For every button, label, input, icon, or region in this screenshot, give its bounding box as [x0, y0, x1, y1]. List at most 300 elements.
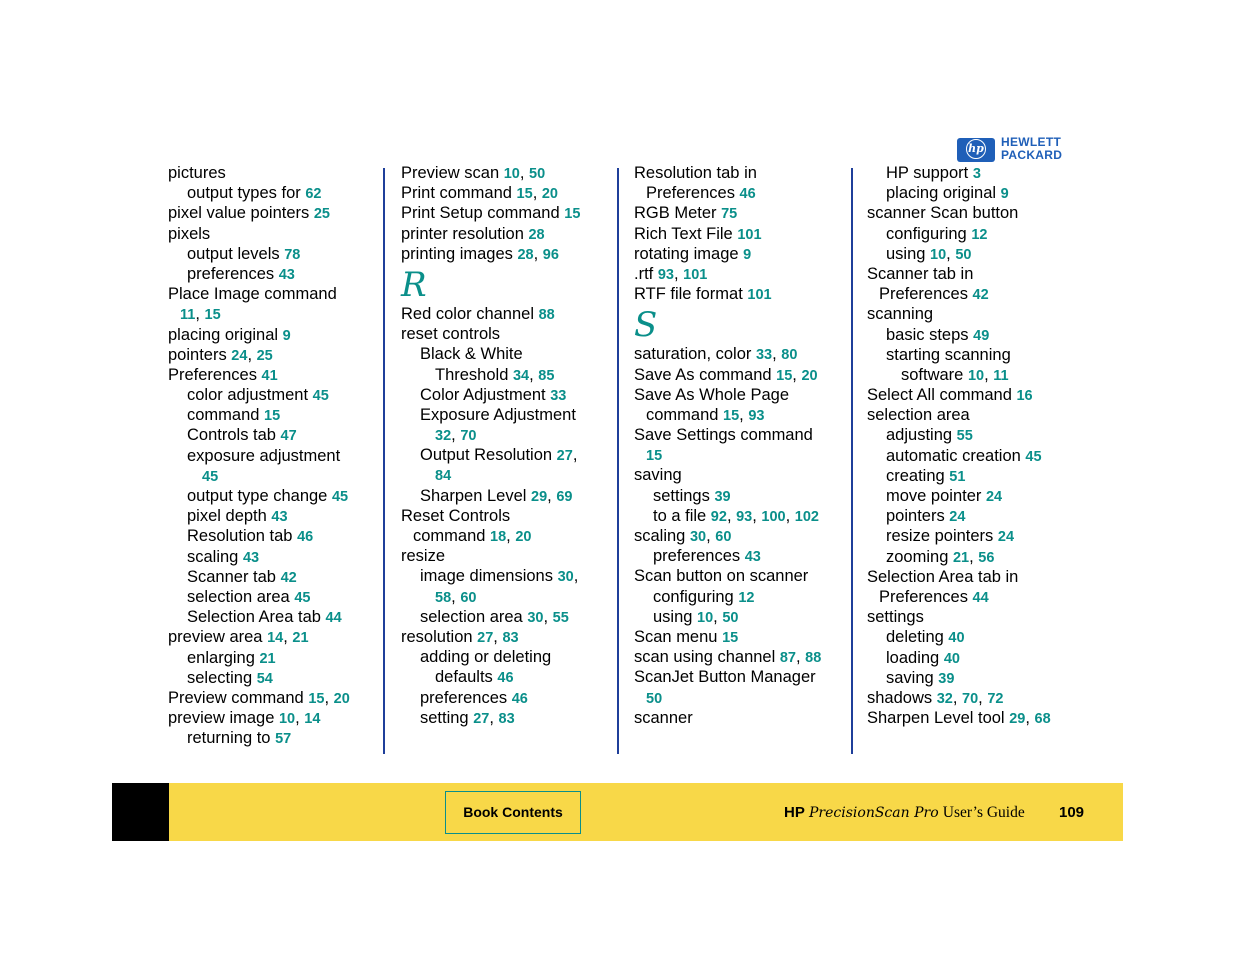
index-entry: printing images 28, 96: [401, 244, 559, 263]
page-link[interactable]: 15: [564, 206, 581, 223]
index-term: saving: [634, 466, 682, 485]
index-term: settings: [867, 608, 924, 627]
index-entry: [867, 506, 1051, 526]
page-link[interactable]: 44: [325, 610, 342, 627]
page-link[interactable]: 47: [280, 428, 297, 445]
index-entry: [867, 385, 1051, 405]
index-entry: [634, 465, 821, 485]
column-divider: [851, 168, 853, 754]
index-entry: [634, 688, 821, 708]
index-term: Output Resolution: [420, 446, 557, 465]
index-term: saturation, color: [634, 345, 756, 364]
index-term: command: [413, 527, 491, 545]
page-link[interactable]: 39: [714, 488, 731, 505]
index-entry: .rtf 93, 101: [634, 264, 708, 283]
page-link[interactable]: 20: [541, 186, 558, 203]
index-entry: [867, 446, 1051, 466]
section-letter: S: [634, 305, 658, 346]
index-entry: Print command 15, 20: [401, 184, 558, 203]
index-term: Save As command: [634, 365, 777, 384]
index-entry: [867, 264, 1051, 284]
page-link[interactable]: 27: [473, 710, 490, 727]
index-entry: [168, 203, 350, 223]
page-link[interactable]: 21: [292, 630, 309, 647]
book-contents-button[interactable]: Book Contents: [445, 791, 581, 834]
index-entry: [867, 284, 1051, 304]
index-term: rotating image: [634, 244, 744, 263]
page-link[interactable]: 39: [938, 670, 955, 687]
index-term: exposure adjustment: [187, 446, 341, 465]
page-link[interactable]: 101: [747, 287, 772, 304]
index-term: Black & White: [420, 345, 523, 364]
page-link[interactable]: 15: [308, 690, 325, 707]
page-link[interactable]: 46: [739, 186, 756, 203]
page-link[interactable]: 30: [689, 529, 707, 545]
page-link[interactable]: 15: [264, 408, 281, 425]
index-entry: [867, 304, 1051, 324]
index-term: RGB Meter: [634, 204, 722, 223]
index-term: output levels: [187, 244, 285, 263]
page-link[interactable]: 87: [779, 650, 796, 667]
index-entry: scaling 30, 60: [634, 527, 732, 545]
index-term: starting scanning: [886, 345, 1011, 364]
page-link[interactable]: 68: [1034, 711, 1051, 728]
index-term: Color Adjustment: [420, 385, 551, 404]
index-entry: [634, 163, 821, 183]
page-link[interactable]: 58: [435, 589, 452, 606]
page-link[interactable]: 80: [781, 347, 798, 364]
index-term: image dimensions: [420, 567, 558, 586]
page-link[interactable]: 20: [801, 367, 818, 384]
trailing-comma: ,: [573, 567, 579, 586]
index-term: selecting: [187, 668, 257, 687]
page-link[interactable]: 51: [949, 468, 966, 485]
index-entry: [168, 365, 350, 385]
footer-black-tab: [112, 783, 169, 841]
index-term: automatic creation: [886, 446, 1026, 465]
index-entry: [867, 405, 1051, 425]
index-term: Scanner tab in: [867, 264, 974, 283]
index-term: Red color channel: [401, 304, 539, 323]
page-link[interactable]: 29: [1009, 711, 1026, 728]
page-link[interactable]: 50: [646, 690, 663, 707]
page-link[interactable]: 29: [531, 488, 548, 505]
trailing-comma: ,: [572, 446, 578, 465]
page-link[interactable]: 62: [305, 186, 322, 203]
page-link[interactable]: 42: [280, 569, 297, 586]
index-term: ScanJet Button Manager: [634, 668, 816, 687]
index-term: Exposure Adjustment: [420, 405, 576, 424]
index-entry: 11, 15: [180, 305, 221, 324]
page-link[interactable]: 24: [231, 347, 248, 364]
index-entry: using 10, 50: [653, 607, 739, 626]
index-entry: [401, 445, 580, 465]
index-term: selection area: [867, 406, 970, 425]
page-link[interactable]: 72: [987, 690, 1004, 707]
index-term: scan using channel: [634, 648, 780, 667]
index-entry: pointers 24, 25: [168, 345, 273, 364]
hp-logo-text: [1001, 136, 1062, 162]
index-entry: [168, 728, 350, 748]
index-term: scaling: [187, 547, 243, 566]
index-term: scanner: [634, 708, 693, 727]
index-term: command: [646, 405, 724, 424]
page-link[interactable]: 15: [723, 407, 740, 424]
page-link[interactable]: 14: [304, 711, 321, 728]
page-link[interactable]: 15: [722, 629, 739, 646]
index-term: creating: [886, 466, 950, 485]
page-link[interactable]: 21: [952, 549, 970, 566]
page-link[interactable]: 32: [936, 690, 953, 707]
index-entry: [867, 607, 1051, 627]
index-entry: [634, 708, 821, 728]
index-entry: [168, 648, 350, 668]
page-link[interactable]: 46: [297, 529, 314, 546]
index-term: preferences: [653, 547, 745, 566]
page-link[interactable]: 27: [477, 629, 494, 646]
index-term: settings: [653, 486, 715, 505]
index-term: Preview scan: [401, 164, 504, 182]
index-term: resize: [401, 547, 446, 566]
page-link[interactable]: 88: [805, 650, 822, 667]
page-link[interactable]: 43: [744, 549, 761, 566]
page-link[interactable]: 27: [556, 448, 573, 465]
page-link[interactable]: 60: [460, 589, 477, 606]
index-entry: [634, 203, 821, 223]
index-entry: [634, 425, 821, 445]
page-link[interactable]: 12: [971, 226, 988, 243]
index-entry: software 10, 11: [901, 365, 1009, 384]
page-link[interactable]: 92: [710, 508, 727, 525]
page-link[interactable]: 69: [556, 488, 573, 505]
page-link[interactable]: 45: [1025, 448, 1042, 465]
index-entry: [634, 546, 821, 566]
index-term: placing original: [168, 325, 283, 344]
page-link[interactable]: 28: [528, 226, 545, 243]
page-link[interactable]: 56: [978, 549, 995, 566]
index-term: returning to: [187, 729, 276, 748]
index-column-4: [867, 163, 1051, 728]
page-link[interactable]: 85: [538, 367, 555, 384]
page-link[interactable]: 10: [930, 246, 947, 263]
index-entry: [867, 425, 1051, 445]
index-entry: [168, 264, 350, 284]
index-entry: [867, 668, 1051, 688]
logo-line-1: HEWLETT: [1001, 135, 1062, 149]
page-link[interactable]: 11: [993, 367, 1009, 384]
page-link[interactable]: 45: [312, 388, 329, 405]
page-link[interactable]: 102: [794, 508, 819, 525]
page-link[interactable]: 44: [972, 589, 989, 606]
page-link[interactable]: 34: [512, 367, 530, 384]
page-link[interactable]: 12: [738, 589, 755, 606]
index-entry: [168, 244, 350, 264]
index-entry: using 10, 50: [886, 244, 972, 263]
index-entry: [867, 587, 1051, 607]
page-link[interactable]: 41: [261, 367, 278, 384]
index-term: using: [653, 607, 698, 626]
page-link[interactable]: 100: [761, 508, 786, 525]
index-entry: [401, 344, 580, 364]
index-entry: [634, 445, 821, 465]
page-link[interactable]: 93: [748, 407, 765, 424]
index-term: Scan menu: [634, 627, 723, 646]
index-entry: setting 27, 83: [420, 708, 515, 727]
page-link[interactable]: 70: [460, 428, 477, 445]
index-entry: [634, 385, 821, 405]
index-term: output type change: [187, 487, 332, 505]
page-link[interactable]: 55: [956, 428, 973, 445]
index-term: enlarging: [187, 648, 260, 667]
hp-badge-icon: [957, 138, 995, 162]
index-term: move pointer: [886, 487, 986, 505]
index-entry: [168, 506, 350, 526]
page-link[interactable]: 30: [557, 569, 574, 586]
index-entry: [634, 566, 821, 586]
index-entry: preview area 14, 21: [168, 628, 309, 647]
page-link[interactable]: 24: [949, 509, 966, 526]
index-entry: [401, 546, 580, 566]
index-term: Resolution tab in: [634, 164, 757, 182]
index-entry: [168, 446, 350, 466]
page-link[interactable]: 11: [180, 307, 196, 324]
page-link[interactable]: 78: [284, 246, 301, 263]
index-term: to a file: [653, 506, 711, 525]
page-link[interactable]: 43: [278, 266, 295, 283]
page-link[interactable]: 15: [646, 448, 663, 465]
index-term: Print command: [401, 184, 517, 203]
index-term: pictures: [168, 164, 226, 182]
index-entry: [401, 304, 580, 324]
index-entry: [634, 587, 821, 607]
index-term: Preferences: [879, 587, 973, 606]
index-entry: saturation, color 33, 80: [634, 345, 798, 364]
index-term: pointers: [168, 345, 232, 364]
index-term: Preferences: [168, 365, 262, 384]
index-entry: [401, 688, 580, 708]
page-link[interactable]: 33: [550, 387, 567, 404]
guide-title: [784, 804, 1025, 822]
index-entry: 32, 70: [435, 426, 477, 445]
index-term: pixel value pointers: [168, 204, 314, 223]
index-term: setting: [420, 708, 474, 727]
index-term: Save Settings command: [634, 426, 813, 445]
index-entry: [867, 526, 1051, 546]
index-entry: [168, 607, 350, 627]
index-term: HP support: [886, 164, 973, 182]
index-entry: [867, 224, 1051, 244]
index-term: printing images: [401, 244, 518, 263]
index-entry: [168, 526, 350, 546]
page-link[interactable]: 9: [282, 327, 291, 344]
page-link[interactable]: 45: [331, 489, 349, 505]
index-term: Print Setup command: [401, 204, 565, 223]
page-link[interactable]: 18: [490, 529, 507, 545]
page-link[interactable]: 33: [755, 347, 773, 364]
page-link[interactable]: 24: [985, 489, 1003, 505]
index-entry: [401, 385, 580, 405]
page-link[interactable]: 3: [972, 166, 981, 182]
page-link[interactable]: 88: [538, 306, 555, 323]
page-link[interactable]: 57: [275, 731, 292, 748]
index-term: selection area: [420, 607, 528, 626]
index-entry: [867, 648, 1051, 668]
index-entry: [168, 284, 350, 304]
page-link[interactable]: 75: [721, 206, 738, 223]
page-link[interactable]: 45: [202, 468, 219, 485]
page-link[interactable]: 16: [1016, 388, 1033, 405]
index-entry: [867, 163, 1051, 183]
page-link[interactable]: 49: [973, 327, 990, 344]
index-entry: [867, 486, 1051, 506]
index-entry: [168, 668, 350, 688]
index-term: color adjustment: [187, 386, 313, 405]
index-entry: to a file 92, 93, 100, 102: [653, 506, 819, 525]
index-entry: Threshold 34, 85: [435, 365, 555, 384]
index-term: command: [187, 406, 265, 425]
page-link[interactable]: 10: [697, 609, 714, 626]
page-link[interactable]: 20: [333, 690, 350, 707]
index-term: preferences: [420, 688, 512, 707]
index-term: scaling: [634, 527, 690, 545]
index-term: using: [886, 244, 931, 263]
page-link[interactable]: 9: [1000, 186, 1009, 203]
page-link[interactable]: 15: [516, 186, 533, 203]
index-entry: command 15, 93: [646, 405, 765, 424]
page-link[interactable]: 32: [435, 428, 452, 445]
page-link[interactable]: 45: [294, 589, 311, 606]
page-link[interactable]: 15: [776, 367, 793, 384]
index-entry: Sharpen Level tool 29, 68: [867, 709, 1051, 728]
footer-bar: [112, 783, 1123, 841]
page-link[interactable]: 10: [503, 166, 520, 182]
page-link[interactable]: 20: [515, 529, 532, 545]
index-term: configuring: [653, 587, 739, 606]
index-term: Rich Text File: [634, 224, 738, 243]
index-entry: [401, 405, 580, 425]
page-link[interactable]: 46: [497, 670, 514, 687]
page-link[interactable]: 43: [242, 549, 260, 566]
page-link[interactable]: 55: [552, 609, 569, 626]
index-term: scanning: [867, 305, 934, 324]
index-entry: [634, 183, 821, 203]
index-term: Scanner tab: [187, 567, 281, 586]
index-entry: [168, 425, 350, 445]
page-number: 109: [1059, 804, 1085, 821]
index-entry: shadows 32, 70, 72: [867, 688, 1004, 707]
page-link[interactable]: 9: [743, 246, 752, 263]
index-entry: zooming 21, 56: [886, 547, 995, 566]
page-link[interactable]: 70: [962, 690, 979, 707]
index-term: resolution: [401, 627, 478, 646]
page-link[interactable]: 93: [657, 266, 674, 283]
page-link[interactable]: 43: [271, 509, 288, 526]
page-link[interactable]: 24: [997, 529, 1015, 546]
index-entry: [168, 587, 350, 607]
page-link[interactable]: 101: [737, 226, 762, 243]
column-divider: [383, 168, 385, 754]
index-term: shadows: [867, 688, 937, 707]
page-link[interactable]: 21: [259, 650, 276, 667]
index-term: adding or deleting: [420, 648, 552, 667]
index-entry: preview image 10, 14: [168, 709, 321, 728]
index-term: pointers: [886, 507, 950, 526]
page-link[interactable]: 96: [542, 246, 559, 263]
product-name: PrecisionScan Pro: [809, 805, 939, 821]
index-term: Preferences: [879, 285, 973, 304]
index-term: Select All command: [867, 386, 1017, 405]
page-link[interactable]: 101: [683, 266, 708, 283]
index-column-2: [401, 163, 580, 728]
index-term: Reset Controls: [401, 506, 511, 525]
page-link[interactable]: 84: [435, 468, 452, 485]
index-term: placing original: [886, 184, 1001, 203]
index-term: Sharpen Level tool: [867, 709, 1010, 728]
index-term: deleting: [886, 628, 949, 647]
page-link[interactable]: 83: [502, 629, 519, 646]
page-link[interactable]: 30: [527, 609, 544, 626]
page-link[interactable]: 83: [498, 710, 515, 727]
page-link[interactable]: 25: [256, 347, 273, 364]
page-link[interactable]: 60: [715, 529, 732, 545]
index-term: basic steps: [886, 325, 974, 344]
page-link[interactable]: 50: [529, 166, 546, 182]
page-link[interactable]: 46: [511, 690, 528, 707]
page-link[interactable]: 50: [722, 609, 739, 626]
index-term: pixel depth: [187, 507, 272, 526]
index-term: Save As Whole Page: [634, 385, 790, 404]
index-term: preview image: [168, 709, 279, 728]
index-entry: [168, 466, 350, 486]
index-term: adjusting: [886, 426, 957, 445]
index-term: scanner Scan button: [867, 204, 1019, 223]
index-term: .rtf: [634, 264, 658, 283]
page-link[interactable]: 14: [267, 630, 284, 647]
index-term: defaults: [435, 668, 498, 687]
index-term: preview area: [168, 628, 268, 647]
index-term: Resolution tab: [187, 527, 298, 546]
page-link[interactable]: 10: [967, 367, 985, 384]
index-entry: [168, 163, 350, 183]
index-term: printer resolution: [401, 224, 529, 243]
index-term: software: [901, 365, 968, 384]
index-entry: [867, 567, 1051, 587]
index-term: Selection Area tab in: [867, 567, 1019, 586]
page-link[interactable]: 93: [736, 508, 753, 525]
page-link[interactable]: 25: [313, 206, 330, 223]
page-link[interactable]: 28: [517, 246, 534, 263]
page-link[interactable]: 40: [943, 650, 960, 667]
index-entry: [867, 627, 1051, 647]
index-entry: Save As command 15, 20: [634, 365, 818, 384]
page-link[interactable]: 10: [278, 711, 296, 728]
index-term: Place Image command: [168, 285, 337, 304]
index-entry: [168, 567, 350, 587]
page-link[interactable]: 54: [256, 670, 273, 687]
index-entry: [401, 667, 580, 687]
index-entry: [867, 325, 1051, 345]
index-term: output types for: [187, 184, 306, 203]
page-link[interactable]: 42: [972, 287, 989, 304]
brand-name: HP: [784, 804, 805, 821]
page-link[interactable]: 50: [955, 246, 972, 263]
page-link[interactable]: 40: [948, 630, 965, 647]
index-entry: Preview scan 10, 50: [401, 164, 546, 182]
index-term: zooming: [886, 547, 953, 566]
index-entry: command 18, 20: [413, 527, 532, 545]
page-link[interactable]: 15: [204, 307, 221, 324]
section-letter: R: [401, 264, 427, 305]
